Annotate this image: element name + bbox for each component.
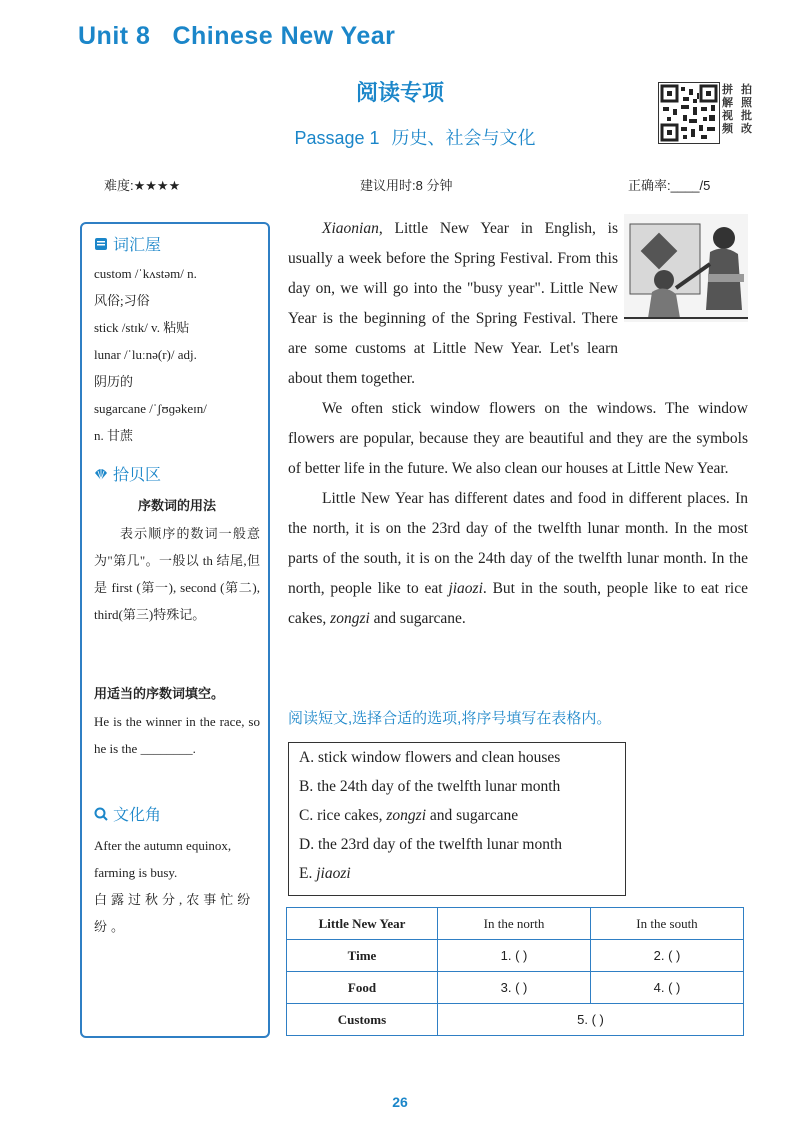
paragraph-3-italic: jiaozi xyxy=(448,580,483,597)
passage-topic: 历史、社会与文化 xyxy=(391,128,536,148)
paragraph-3-text: Little New Year has different dates and food in different places. In the north, it is on the 23rd day of the twelfth lunar month. In the most parts of the south, it is on the 24th day of the twelfth lunar month. In the north, people like to eat xyxy=(288,490,748,597)
unit-title xyxy=(78,22,417,51)
shell-heading xyxy=(94,462,161,485)
answer-table xyxy=(286,907,744,1036)
paragraph-1 xyxy=(288,214,748,394)
option-letter: B. xyxy=(299,778,314,795)
qr-caption-char: 照 xyxy=(741,97,752,109)
qr-code-icon[interactable] xyxy=(658,82,720,144)
shell-icon xyxy=(94,467,108,481)
vocab-entry: lunar /ˈluːnə(r)/ adj. xyxy=(94,347,197,362)
answer-blank-3[interactable]: 3. ( ) xyxy=(438,972,591,1004)
section-title: 阅读专项 xyxy=(355,80,444,105)
qr-caption-char: 改 xyxy=(741,123,752,135)
vocab-entry: 风俗;习俗 xyxy=(94,293,150,308)
passage-label: Passage 1 xyxy=(294,128,380,148)
option-text: stick window flowers and clean houses xyxy=(317,749,561,766)
option-tail: and sugarcane xyxy=(426,807,519,824)
options-box xyxy=(288,742,626,896)
shell-subtitle: 序数词的用法 xyxy=(137,498,216,513)
vocab-entry: sugarcane /ˈʃʊɡəkeɪn/ xyxy=(94,401,207,416)
option-e[interactable] xyxy=(299,865,351,883)
option-text: the 23rd day of the twelfth lunar month xyxy=(317,836,563,853)
vocab-list xyxy=(94,260,260,449)
table-header-cell: Little New Year xyxy=(287,908,438,940)
option-letter: E. xyxy=(299,865,313,882)
reading-passage xyxy=(288,214,748,634)
qr-caption-char: 频 xyxy=(722,123,733,135)
qr-caption-char: 批 xyxy=(741,110,752,122)
paragraph-3-text: and sugarcane. xyxy=(369,610,466,627)
option-d[interactable] xyxy=(299,836,562,854)
suggested-time: 建议用时:8 分钟 xyxy=(360,178,453,193)
difficulty-rating: 难度:★★★★ xyxy=(104,178,181,193)
vocab-entry: n. 甘蔗 xyxy=(94,428,134,443)
paragraph-2: We often stick window flowers on the windows. The window flowers are popular, because they are beautiful and they are the symbols of better life in the future. We also clean our houses at Little New Year. xyxy=(288,400,748,477)
culture-title: 文化角 xyxy=(113,807,162,824)
shell-title: 拾贝区 xyxy=(113,467,162,484)
table-header-cell: In the south xyxy=(591,908,744,940)
paragraph-3 xyxy=(288,484,748,634)
option-c[interactable] xyxy=(299,807,518,825)
table-row xyxy=(287,940,744,972)
table-header-row xyxy=(287,908,744,940)
option-text: rice cakes, xyxy=(317,807,387,824)
accuracy-field[interactable]: 正确率:____/5 xyxy=(628,178,711,193)
page-number: 26 xyxy=(392,1094,408,1110)
paragraph-1-italic: Xiaonian xyxy=(322,220,379,237)
book-icon xyxy=(94,237,108,251)
row-label: Time xyxy=(287,940,438,972)
vocab-entry: custom /ˈkʌstəm/ n. xyxy=(94,266,197,281)
answer-blank-5[interactable]: 5. ( ) xyxy=(438,1004,744,1036)
culture-heading xyxy=(94,802,161,825)
table-row xyxy=(287,1004,744,1036)
sidebar-panel xyxy=(80,222,270,1038)
vocab-entry: 阴历的 xyxy=(94,374,134,389)
vocab-heading xyxy=(94,232,161,255)
option-italic: jiaozi xyxy=(316,865,351,882)
unit-name: Chinese New Year xyxy=(172,22,396,50)
option-a[interactable] xyxy=(299,749,560,767)
answer-blank-2[interactable]: 2. ( ) xyxy=(591,940,744,972)
culture-chinese: 白露过秋分,农事忙纷纷。 xyxy=(94,892,255,934)
table-header-cell: In the north xyxy=(438,908,591,940)
culture-english: After the autumn equinox, farming is busy. xyxy=(94,838,232,880)
option-letter: D. xyxy=(299,836,315,853)
paragraph-1-text: , Little New Year in English, is usually a week before the Spring Festival. From this day on, we will go into the "busy year". Little New Year is the beginning of the Spring Festival. There are some customs at Little New Year. Let's learn about them together. xyxy=(288,220,618,387)
qr-caption-char: 解 xyxy=(722,97,733,109)
option-italic: zongzi xyxy=(386,807,426,824)
vocab-title: 词汇屋 xyxy=(113,237,162,254)
unit-number: Unit 8 xyxy=(78,22,151,50)
option-letter: A. xyxy=(299,749,315,766)
qr-caption xyxy=(722,84,752,136)
task-instruction: 阅读短文,选择合适的选项,将序号填写在表格内。 xyxy=(288,710,612,727)
shell-text: 表示顺序的数词一般意为"第几"。一般以 th 结尾,但是 first (第一), second (第二), third(第三)特殊记。 xyxy=(94,526,260,622)
vocab-entry: stick /stɪk/ v. 粘贴 xyxy=(94,320,190,335)
qr-caption-char: 拼 xyxy=(722,84,733,96)
table-row xyxy=(287,972,744,1004)
option-text: the 24th day of the twelfth lunar month xyxy=(317,778,561,795)
option-letter: C. xyxy=(299,807,314,824)
qr-caption-char: 视 xyxy=(722,110,733,122)
row-label: Food xyxy=(287,972,438,1004)
exercise-text: He is the winner in the race, so he is the ________. xyxy=(94,714,260,756)
paragraph-3-text: . But in the south, people like to eat rice cakes, xyxy=(288,580,748,627)
exercise-title: 用适当的序数词填空。 xyxy=(94,686,225,701)
answer-blank-4[interactable]: 4. ( ) xyxy=(591,972,744,1004)
answer-blank-1[interactable]: 1. ( ) xyxy=(438,940,591,972)
row-label: Customs xyxy=(287,1004,438,1036)
qr-caption-char: 拍 xyxy=(741,84,752,96)
paragraph-3-italic: zongzi xyxy=(330,610,370,627)
option-b[interactable] xyxy=(299,778,560,796)
magnifier-icon xyxy=(94,807,108,821)
